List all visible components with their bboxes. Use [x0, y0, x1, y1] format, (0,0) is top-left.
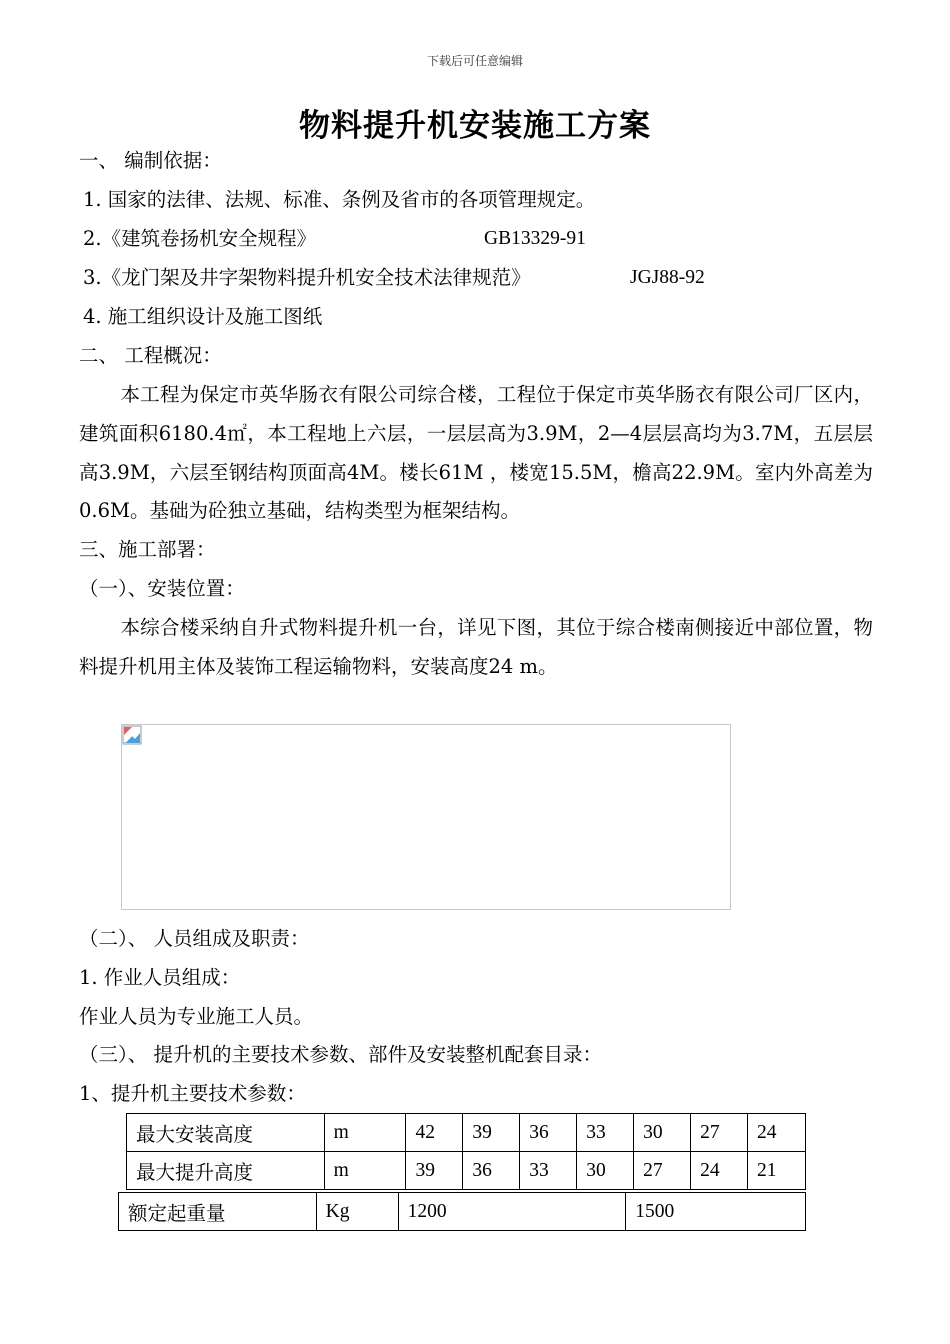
table-cell: m — [324, 1152, 406, 1190]
table-cell: 36 — [463, 1152, 520, 1190]
table-cell: Kg — [316, 1193, 398, 1231]
document-title: 物料提升机安装施工方案 — [299, 108, 651, 144]
table-cell: 33 — [577, 1114, 634, 1152]
subsection-install-position: （一）、安装位置： — [79, 577, 245, 600]
section-3-heading: 三、施工部署： — [79, 538, 216, 561]
table-row — [127, 1152, 806, 1190]
table-cell: 24 — [747, 1114, 805, 1152]
broken-image-icon — [122, 725, 142, 745]
table-row — [127, 1114, 806, 1152]
spec-table-heights — [126, 1113, 806, 1190]
table-cell: 27 — [691, 1114, 748, 1152]
basis-item-3: 3.《龙门架及井字架物料提升机安全技术法律规范》 — [83, 266, 531, 289]
table-cell: 最大安装高度 — [127, 1114, 325, 1152]
subsection-tech-params: （三）、 提升机的主要技术参数、部件及安装整机配套目录： — [79, 1043, 602, 1066]
table-cell: 42 — [406, 1114, 463, 1152]
install-position-paragraph — [79, 609, 873, 687]
table-cell: 39 — [406, 1152, 463, 1190]
basis-item-2: 2.《建筑卷扬机安全规程》 — [83, 227, 317, 250]
section-1-heading: 一、 编制依据： — [79, 149, 222, 172]
basis-item-4: 4. 施工组织设计及施工图纸 — [83, 305, 323, 328]
personnel-item-1: 1. 作业人员组成： — [79, 966, 241, 989]
table-cell: m — [324, 1114, 406, 1152]
table-cell: 36 — [520, 1114, 577, 1152]
spec-table-load — [118, 1192, 806, 1231]
site-plan-figure — [121, 724, 731, 910]
table-cell: 33 — [520, 1152, 577, 1190]
table-cell: 21 — [747, 1152, 805, 1190]
basis-item-2-code: GB13329-91 — [484, 228, 586, 249]
project-overview-paragraph — [79, 376, 873, 531]
subsection-personnel: （二）、 人员组成及职责： — [79, 927, 310, 950]
table-row — [119, 1193, 806, 1231]
tech-params-item-1: 1、提升机主要技术参数： — [79, 1082, 306, 1105]
table-cell: 39 — [463, 1114, 520, 1152]
table-cell: 24 — [691, 1152, 748, 1190]
table-cell: 1500 — [626, 1193, 806, 1231]
header-note: 下载后可任意编辑 — [426, 54, 523, 68]
table-cell: 27 — [634, 1152, 691, 1190]
table-cell: 最大提升高度 — [127, 1152, 325, 1190]
personnel-item-1-text: 作业人员为专业施工人员。 — [79, 1005, 314, 1028]
basis-item-3-code: JGJ88-92 — [630, 267, 705, 288]
project-overview-text: 本工程为保定市英华肠衣有限公司综合楼，工程位于保定市英华肠衣有限公司厂区内，建筑面积6180.4㎡，本工程地上六层，一层层高为3.9M，2—4层层高均为3.7M，五层层高3.9M，六层至钢结构顶面高4M。楼长61M ，楼宽15.5M，檐高22.9M。室内外高差为0.6M。基础为砼独立基础，结构类型为框架结构。 — [79, 383, 873, 523]
table-cell: 30 — [577, 1152, 634, 1190]
section-2-heading: 二、 工程概况： — [79, 344, 222, 367]
table-cell: 额定起重量 — [119, 1193, 317, 1231]
table-cell: 30 — [634, 1114, 691, 1152]
basis-item-1: 1. 国家的法律、法规、标准、条例及省市的各项管理规定。 — [83, 188, 596, 211]
install-position-text: 本综合楼采纳自升式物料提升机一台，详见下图，其位于综合楼南侧接近中部位置，物料提升机用主体及装饰工程运输物料，安装高度24 m。 — [79, 616, 873, 678]
table-cell: 1200 — [398, 1193, 626, 1231]
